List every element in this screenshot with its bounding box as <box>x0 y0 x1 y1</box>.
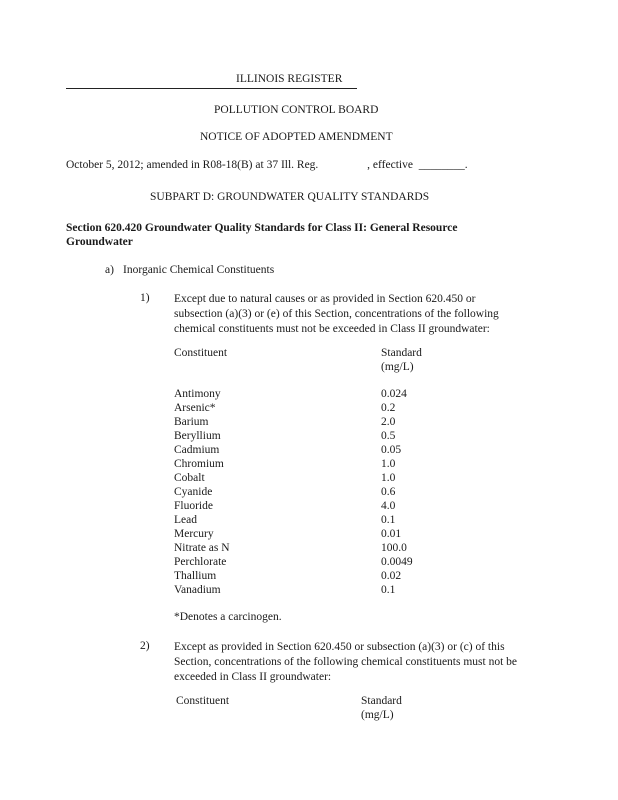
constituent-standard: 0.0049 <box>381 556 413 568</box>
item-1-line: Except due to natural causes or as provided in Section 620.450 or <box>174 293 476 305</box>
register-title: ILLINOIS REGISTER <box>236 73 343 85</box>
item-1-line: chemical constituents must not be exceeded in Class II groundwater: <box>174 323 490 335</box>
constituent-name: Barium <box>174 416 209 428</box>
constituent-name: Fluoride <box>174 500 213 512</box>
constituent-standard: 0.1 <box>381 514 396 526</box>
table-row <box>0 388 618 402</box>
notice-title: NOTICE OF ADOPTED AMENDMENT <box>200 131 393 143</box>
table-row <box>0 430 618 444</box>
table-row <box>0 584 618 598</box>
item-2-line: exceeded in Class II groundwater: <box>174 671 332 683</box>
constituent-standard: 2.0 <box>381 416 396 428</box>
table-row <box>0 416 618 430</box>
constituent-standard: 1.0 <box>381 472 396 484</box>
constituent-standard: 0.5 <box>381 430 396 442</box>
table-row <box>0 500 618 514</box>
table-2-header-standard: Standard <box>361 695 402 707</box>
constituent-name: Cobalt <box>174 472 205 484</box>
table-1-header-units: (mg/L) <box>381 361 414 373</box>
item-2-line: Section, concentrations of the following chemical constituents must not be <box>174 656 518 668</box>
constituent-name: Antimony <box>174 388 221 400</box>
constituent-name: Arsenic* <box>174 402 216 414</box>
constituent-standard: 0.1 <box>381 584 396 596</box>
constituent-name: Lead <box>174 514 197 526</box>
constituent-name: Nitrate as N <box>174 542 230 554</box>
table-row <box>0 458 618 472</box>
table-row <box>0 472 618 486</box>
item-2-label: 2) <box>140 640 150 652</box>
constituent-name: Thallium <box>174 570 217 582</box>
item-1-paragraph <box>174 292 499 337</box>
constituent-name: Perchlorate <box>174 556 227 568</box>
subpart-heading: SUBPART D: GROUNDWATER QUALITY STANDARDS <box>150 191 430 203</box>
constituent-standard: 0.05 <box>381 444 402 456</box>
constituent-standard: 0.6 <box>381 486 396 498</box>
section-title-line1: Section 620.420 Groundwater Quality Standards for Class II: General Resource <box>66 222 458 234</box>
constituent-standard: 0.01 <box>381 528 402 540</box>
constituent-name: Mercury <box>174 528 214 540</box>
constituent-name: Cyanide <box>174 486 213 498</box>
constituent-standard: 0.02 <box>381 570 402 582</box>
table-row <box>0 542 618 556</box>
constituent-standard: 0.024 <box>381 388 407 400</box>
item-1-label: 1) <box>140 292 150 304</box>
item-1-line: subsection (a)(3) or (e) of this Section, concentrations of the following <box>174 308 499 320</box>
item-2-line: Except as provided in Section 620.450 or subsection (a)(3) or (c) of this <box>174 641 505 653</box>
part-a-text: Inorganic Chemical Constituents <box>123 264 275 276</box>
table-row <box>0 486 618 500</box>
constituent-name: Vanadium <box>174 584 221 596</box>
date-line: October 5, 2012; amended in R08-18(B) at 37 Ill. Reg. , effective ________. <box>66 159 468 171</box>
table-2-header-units: (mg/L) <box>361 709 394 721</box>
constituent-name: Beryllium <box>174 430 221 442</box>
table-1-header-constituent: Constituent <box>174 347 228 359</box>
board-title: POLLUTION CONTROL BOARD <box>214 104 379 116</box>
table-row <box>0 402 618 416</box>
carcinogen-footnote: *Denotes a carcinogen. <box>174 611 282 623</box>
table-row <box>0 514 618 528</box>
table-row <box>0 528 618 542</box>
constituent-standard: 100.0 <box>381 542 407 554</box>
table-row <box>0 444 618 458</box>
section-title-line2: Groundwater <box>66 236 133 248</box>
constituent-standard: 4.0 <box>381 500 396 512</box>
table-2-header-constituent: Constituent <box>176 695 230 707</box>
part-a-label: a) <box>105 264 114 276</box>
table-row <box>0 556 618 570</box>
constituent-standard: 1.0 <box>381 458 396 470</box>
constituent-name: Cadmium <box>174 444 220 456</box>
header-rule <box>66 88 357 89</box>
table-1-header-standard: Standard <box>381 347 422 359</box>
table-row <box>0 570 618 584</box>
constituent-name: Chromium <box>174 458 224 470</box>
item-2-paragraph <box>174 640 517 685</box>
constituent-standard: 0.2 <box>381 402 396 414</box>
